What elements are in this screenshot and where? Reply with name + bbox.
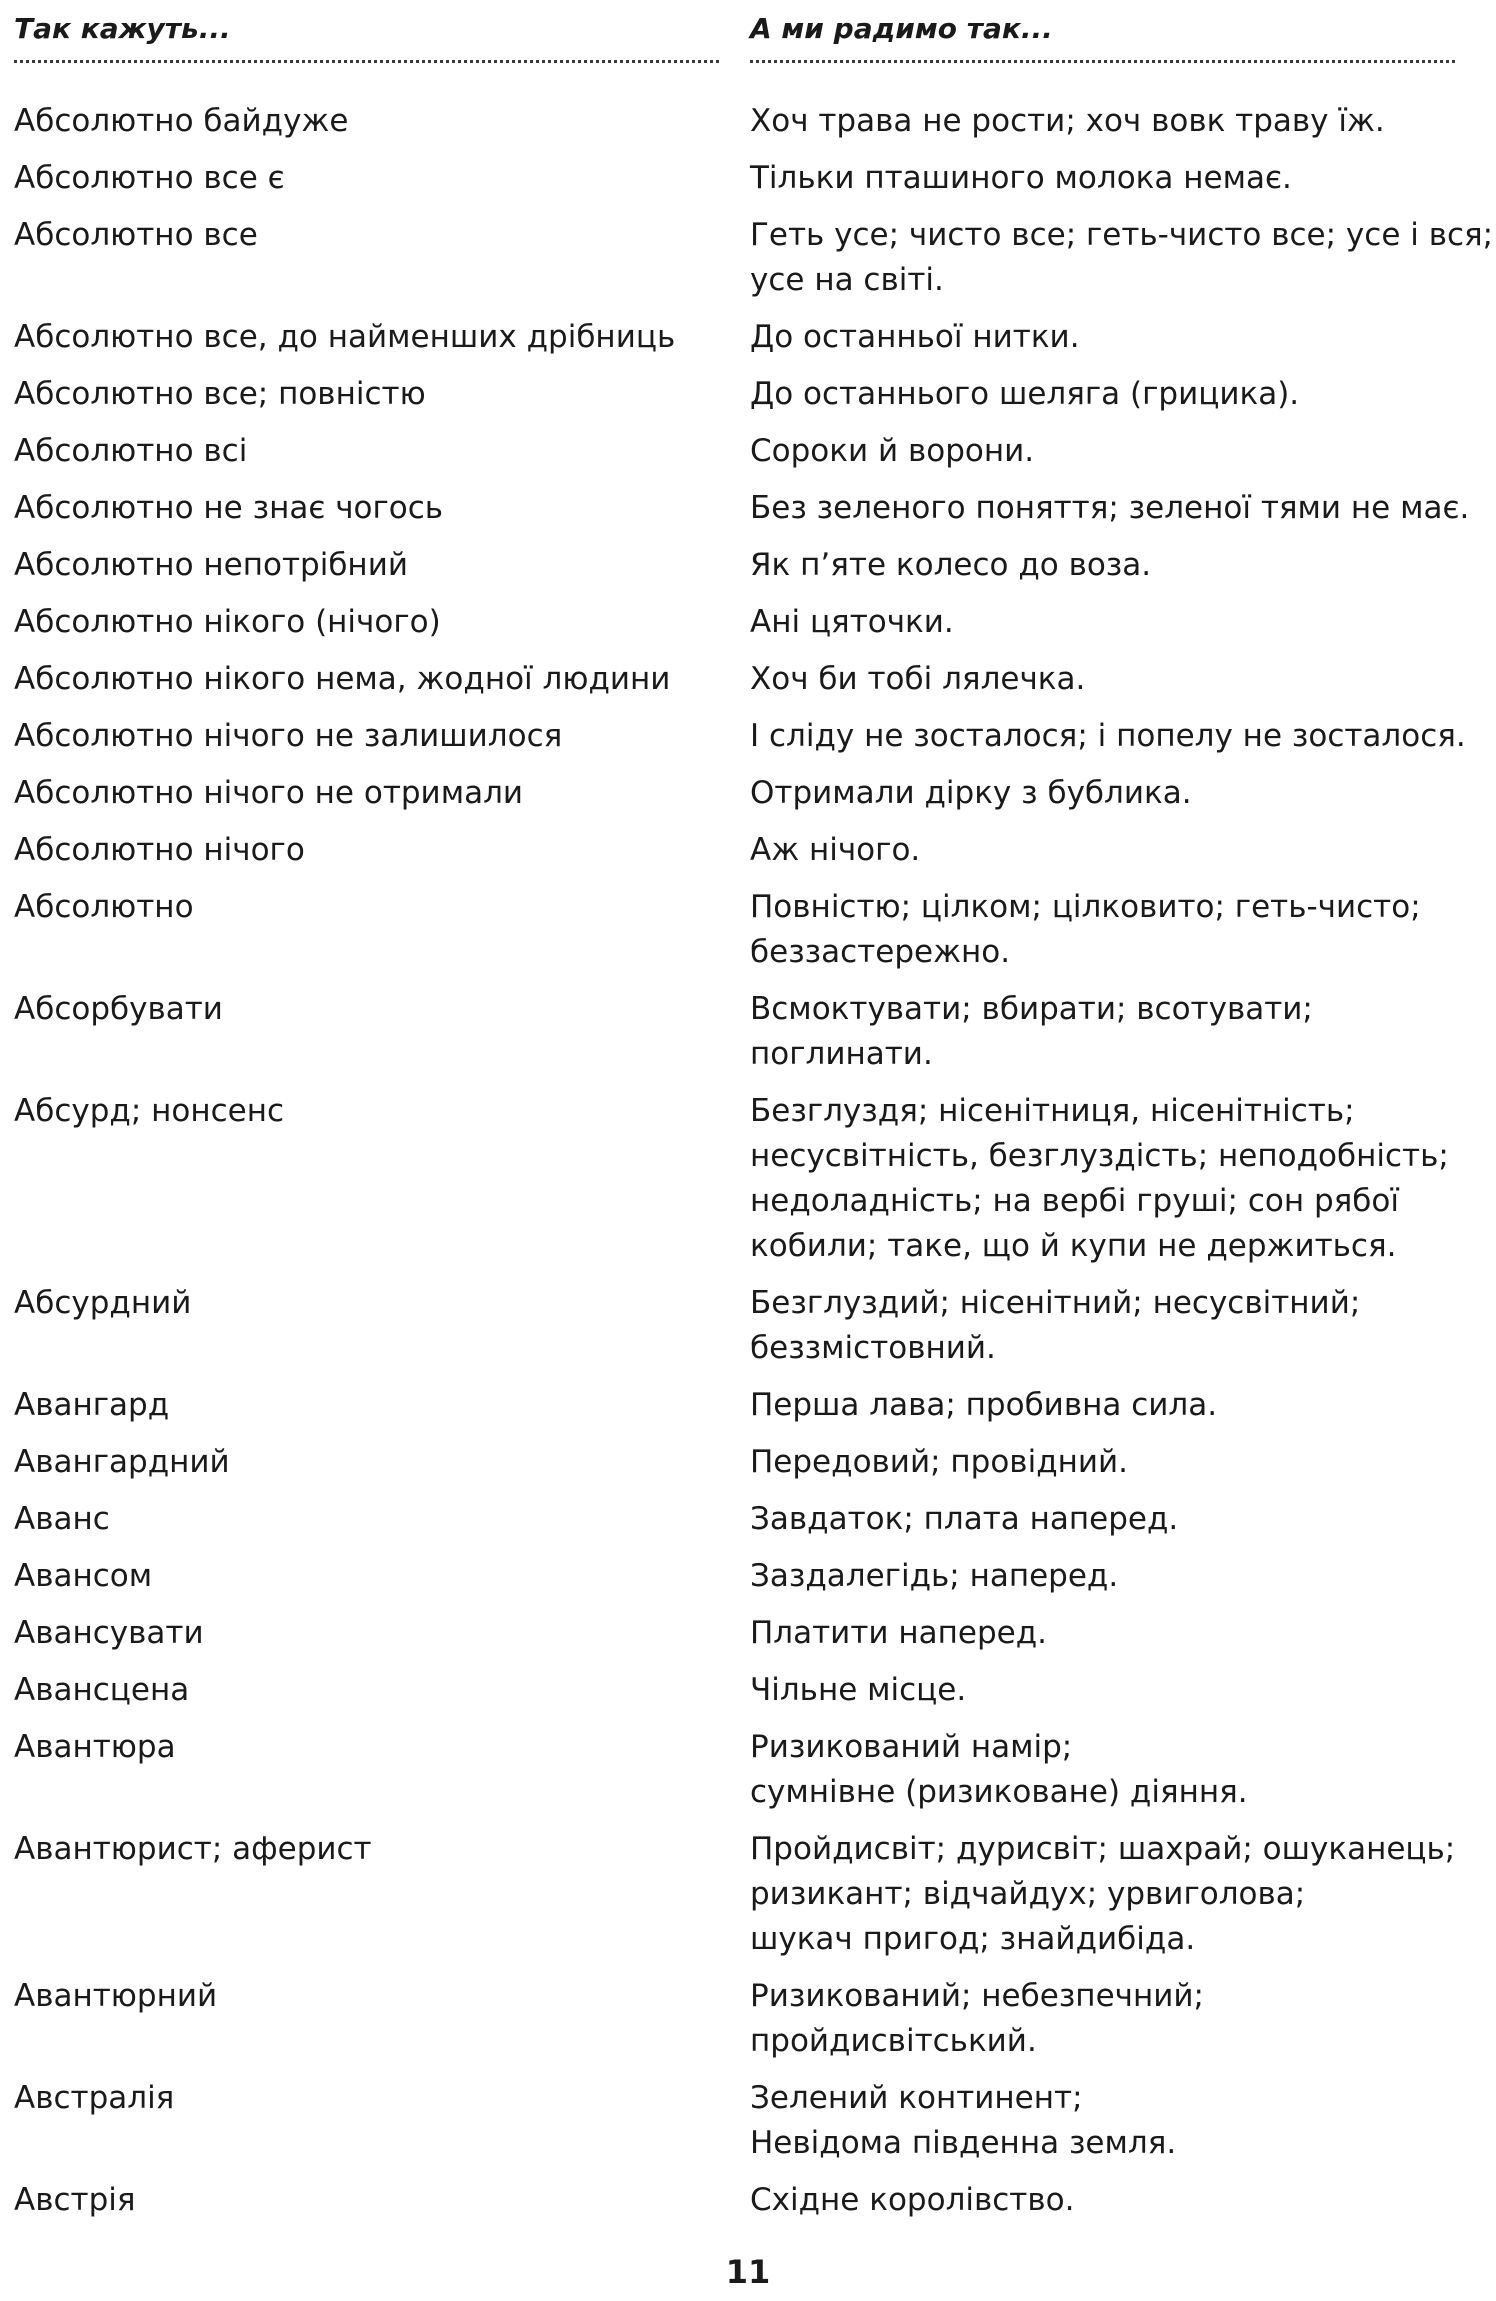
recommended-phrase	[750, 372, 1470, 417]
phrase-row	[14, 657, 1474, 702]
recommended-phrase	[750, 429, 1470, 474]
recommended-phrase-line: усе на світі.	[750, 262, 944, 298]
recommended-phrase-line: Перша лава; пробивна сила.	[750, 1387, 1218, 1423]
term-text: Абсурдний	[14, 1285, 192, 1321]
term-text: Абсорбувати	[14, 991, 223, 1027]
recommended-phrase-line: Ризикований намір;	[750, 1729, 1073, 1765]
left-header-label: Так кажуть...	[14, 12, 231, 45]
phrase-row	[14, 987, 1474, 1077]
term-text: Авантюрист; аферист	[14, 1831, 372, 1867]
phrase-row	[14, 1725, 1474, 1815]
phrase-row	[14, 213, 1494, 303]
recommended-phrase	[750, 1497, 1470, 1542]
term-text: Абсолютно все, до найменших дрібниць	[14, 319, 676, 355]
phrase-row	[14, 156, 1474, 201]
phrase-list	[14, 99, 1494, 2235]
recommended-phrase-line: Ризикований; небезпечний;	[750, 1978, 1204, 2014]
phrase-row	[14, 2178, 1474, 2223]
recommended-phrase-line: Тільки пташиного молока немає.	[750, 160, 1292, 196]
recommended-phrase-line: Безглуздя; нісенітниця, нісенітність;	[750, 1093, 1355, 1129]
phrase-row	[14, 1497, 1474, 1542]
recommended-phrase-line: шукач пригод; знайдибіда.	[750, 1921, 1196, 1957]
recommended-phrase-line: Завдаток; плата наперед.	[750, 1501, 1179, 1537]
term-text: Австрія	[14, 2182, 136, 2218]
recommended-phrase-line: До останньої нитки.	[750, 319, 1080, 355]
recommended-phrase-line: Хоч трава не рости; хоч вовк траву їж.	[750, 103, 1385, 139]
recommended-phrase	[750, 1725, 1470, 1815]
phrase-row	[14, 1611, 1474, 1656]
recommended-phrase-line: Платити наперед.	[750, 1615, 1048, 1651]
phrase-row	[14, 315, 1474, 360]
recommended-phrase-line: ризикант; відчайдух; урвиголова;	[750, 1876, 1306, 1912]
phrase-row	[14, 1827, 1474, 1962]
recommended-phrase-line: Отримали дірку з бублика.	[750, 775, 1192, 811]
recommended-phrase	[750, 657, 1470, 702]
recommended-phrase	[750, 771, 1470, 816]
phrase-row	[14, 885, 1474, 975]
phrase-row	[14, 1554, 1474, 1599]
right-header-label: А ми радимо так...	[750, 12, 1053, 45]
phrase-row	[14, 828, 1474, 873]
recommended-phrase	[750, 1611, 1470, 1656]
term-text: Авантюра	[14, 1729, 176, 1765]
recommended-phrase-line: кобили; таке, що й купи не держиться.	[750, 1228, 1397, 1264]
recommended-phrase-line: Всмоктувати; вбирати; всотувати;	[750, 991, 1313, 1027]
term-text: Аванс	[14, 1501, 110, 1537]
recommended-phrase-line: Пройдисвіт; дурисвіт; шахрай; ошуканець;	[750, 1831, 1456, 1867]
term-text: Австралія	[14, 2080, 175, 2116]
term-text: Абсолютно байдуже	[14, 103, 349, 139]
recommended-phrase-line: Сороки й ворони.	[750, 433, 1035, 469]
recommended-phrase-line: Без зеленого поняття; зеленої тями не має.	[750, 490, 1470, 526]
recommended-phrase	[750, 1089, 1470, 1269]
recommended-phrase	[750, 315, 1470, 360]
term-text: Абсолютно непотрібний	[14, 547, 408, 583]
phrase-row	[14, 600, 1474, 645]
term-text: Абсолютно все	[14, 217, 258, 253]
recommended-phrase-line: Повністю; цілком; цілковито; геть-чисто;	[750, 889, 1421, 925]
column-headers	[14, 12, 1454, 62]
recommended-phrase-line: беззмістовний.	[750, 1330, 996, 1366]
recommended-phrase-line: сумнівне (ризиковане) діяння.	[750, 1774, 1248, 1810]
recommended-phrase-line: Хоч би тобі лялечка.	[750, 661, 1086, 697]
recommended-phrase	[750, 1827, 1470, 1962]
recommended-phrase-line: Чільне місце.	[750, 1672, 967, 1708]
term-text: Авансом	[14, 1558, 153, 1594]
phrase-row	[14, 1281, 1474, 1371]
term-text: Абсолютно не знає чогось	[14, 490, 444, 526]
term-text: Абсурд; нонсенс	[14, 1093, 285, 1129]
recommended-phrase	[750, 600, 1470, 645]
recommended-phrase-line: До останнього шеляга (грицика).	[750, 376, 1300, 412]
recommended-phrase-line: Невідома південна земля.	[750, 2125, 1177, 2161]
phrase-row	[14, 372, 1474, 417]
phrase-row	[14, 99, 1474, 144]
recommended-phrase	[750, 543, 1470, 588]
term-text: Абсолютно все є	[14, 160, 285, 196]
recommended-phrase	[750, 99, 1470, 144]
recommended-phrase	[750, 2076, 1470, 2166]
recommended-phrase-line: Як п’яте колесо до воза.	[750, 547, 1152, 583]
page-number: 11	[725, 2253, 771, 2291]
recommended-phrase-line: Безглуздий; нісенітний; несусвітний;	[750, 1285, 1361, 1321]
recommended-phrase	[750, 1281, 1470, 1371]
recommended-phrase	[750, 1554, 1470, 1599]
recommended-phrase-line: Заздалегідь; наперед.	[750, 1558, 1119, 1594]
recommended-phrase	[750, 156, 1470, 201]
term-text: Абсолютно нічого не отримали	[14, 775, 524, 811]
recommended-phrase-line: Східне королівство.	[750, 2182, 1075, 2218]
term-text: Абсолютно нічого не залишилося	[14, 718, 563, 754]
term-text: Абсолютно нічого	[14, 832, 305, 868]
recommended-phrase	[750, 987, 1470, 1077]
term-text: Авансцена	[14, 1672, 190, 1708]
recommended-phrase	[750, 1668, 1470, 1713]
phrase-row	[14, 1974, 1474, 2064]
right-column-header	[750, 12, 1455, 63]
term-text: Авангард	[14, 1387, 170, 1423]
term-text: Авантюрний	[14, 1978, 218, 2014]
phrase-row	[14, 1089, 1474, 1269]
recommended-phrase-line: поглинати.	[750, 1036, 933, 1072]
recommended-phrase	[750, 486, 1470, 531]
recommended-phrase-line: пройдисвітський.	[750, 2023, 1037, 2059]
phrase-row	[14, 714, 1474, 759]
term-text: Абсолютно нікого (нічого)	[14, 604, 441, 640]
phrase-row	[14, 1383, 1474, 1428]
recommended-phrase-line: Аж нічого.	[750, 832, 921, 868]
recommended-phrase	[750, 2178, 1470, 2223]
phrase-row	[14, 1668, 1474, 1713]
recommended-phrase	[750, 885, 1470, 975]
phrase-row	[14, 2076, 1474, 2166]
phrase-row	[14, 543, 1474, 588]
recommended-phrase	[750, 1383, 1470, 1428]
recommended-phrase-line: недоладність; на вербі груші; сон рябої	[750, 1183, 1400, 1219]
recommended-phrase	[750, 1974, 1470, 2064]
term-text: Абсолютно	[14, 889, 194, 925]
recommended-phrase-line: Зелений континент;	[750, 2080, 1083, 2116]
term-text: Авансувати	[14, 1615, 204, 1651]
recommended-phrase	[750, 714, 1470, 759]
term-text: Абсолютно всі	[14, 433, 248, 469]
phrase-row	[14, 1440, 1474, 1485]
phrase-row	[14, 429, 1474, 474]
term-text: Абсолютно все; повністю	[14, 376, 426, 412]
term-text: Авангардний	[14, 1444, 230, 1480]
recommended-phrase-line: І сліду не зосталося; і попелу не зосталося.	[750, 718, 1466, 754]
left-column-header	[14, 12, 719, 63]
recommended-phrase-line: несусвітність, безглуздість; неподобність;	[750, 1138, 1449, 1174]
recommended-phrase-line: Ані цяточки.	[750, 604, 954, 640]
recommended-phrase	[750, 828, 1470, 873]
recommended-phrase	[750, 213, 1494, 303]
recommended-phrase-line: Геть усе; чисто все; геть-чисто все; усе і вся;	[750, 217, 1494, 253]
recommended-phrase	[750, 1440, 1470, 1485]
phrase-row	[14, 771, 1474, 816]
recommended-phrase-line: беззастережно.	[750, 934, 1011, 970]
phrase-row	[14, 486, 1474, 531]
term-text: Абсолютно нікого нема, жодної людини	[14, 661, 671, 697]
recommended-phrase-line: Передовий; провідний.	[750, 1444, 1129, 1480]
